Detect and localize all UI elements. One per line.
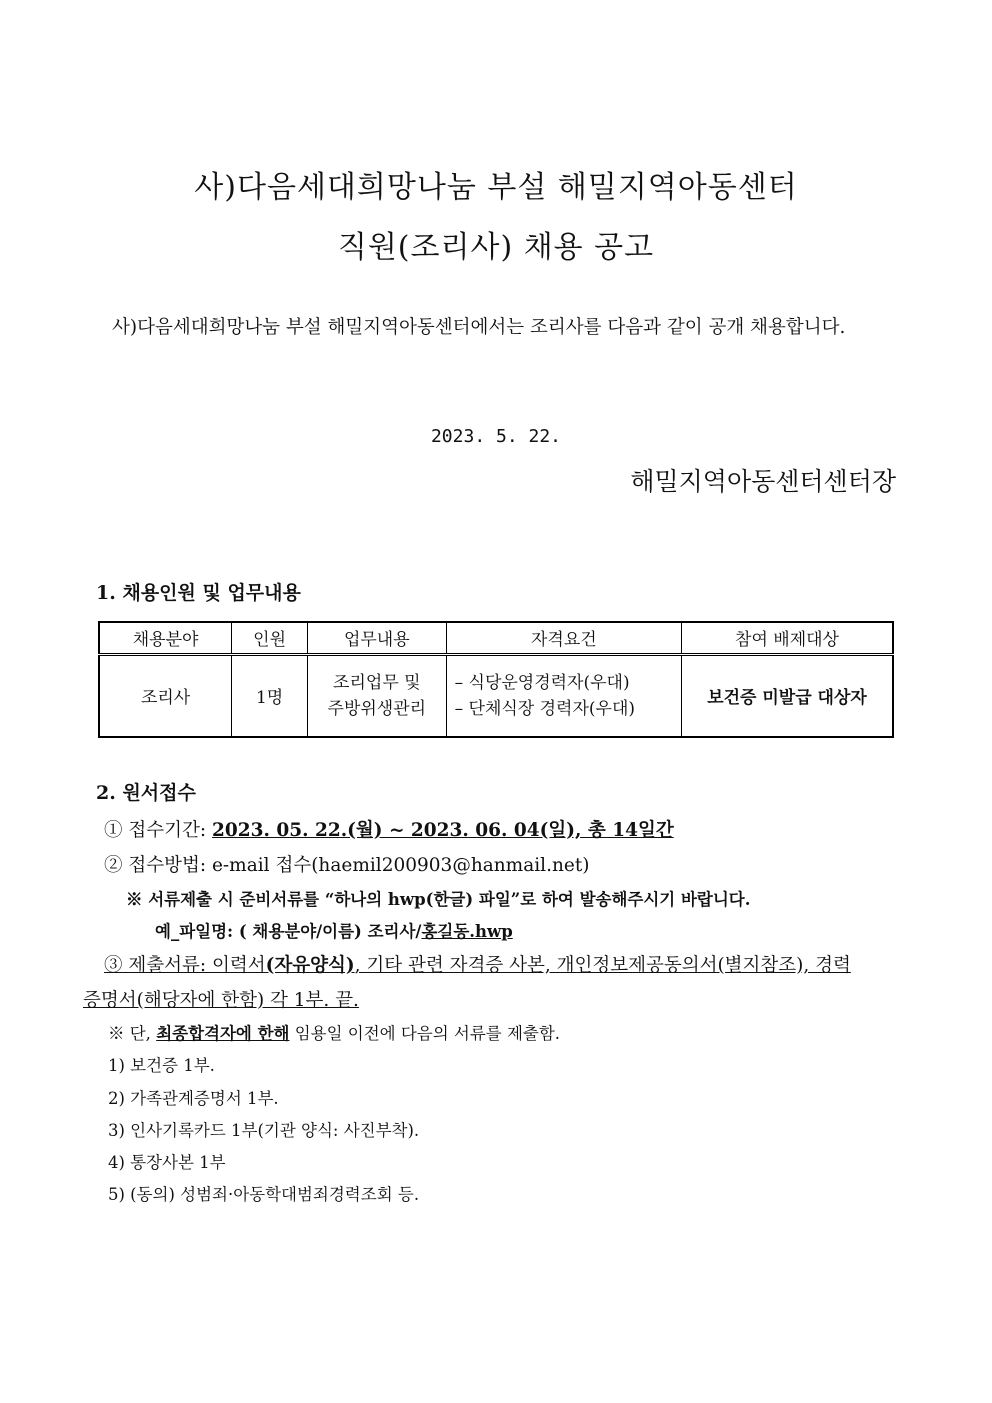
table-row: [99, 654, 893, 737]
recruitment-table: [98, 621, 894, 738]
cell-qualification: [446, 654, 681, 737]
file-example-label: 예_파일명: ( 채용분야/이름) 조리사/: [155, 922, 422, 941]
documents-free-form: (자유양식): [265, 955, 355, 976]
period-label: ① 접수기간:: [104, 820, 212, 841]
duty-line2: 주방위생관리: [327, 698, 427, 719]
cell-duty: [307, 654, 446, 737]
cell-count: 1명: [232, 654, 308, 737]
final-note: [108, 1020, 560, 1044]
list-item: 4) 통장사본 1부: [108, 1153, 226, 1172]
file-example-name: 홍길동.hwp: [421, 922, 513, 941]
notice-date: 2023. 5. 22.: [430, 426, 562, 447]
documents-line2: 증명서(해당자에 한함) 각 1부. 끝.: [83, 990, 359, 1011]
qual-line1: – 식당운영경력자(우대): [454, 672, 630, 693]
header-qualification: 자격요건: [446, 622, 681, 654]
method-line: ② 접수방법: e-mail 접수(haemil200903@hanmail.net): [104, 855, 590, 876]
table-header-row: [99, 622, 893, 654]
period-line: [104, 816, 674, 842]
documents-rest: , 기타 관련 자격증 사본, 개인정보제공동의서(별지참조), 경력: [354, 955, 851, 976]
final-note-pre: ※ 단,: [108, 1024, 157, 1043]
final-note-post: 임용일 이전에 다음의 서류를 제출함.: [289, 1024, 561, 1043]
list-item: 2) 가족관계증명서 1부.: [108, 1089, 279, 1108]
section2-heading: 2. 원서접수: [96, 782, 196, 804]
final-note-bold: 최종합격자에 한해: [156, 1024, 290, 1043]
documents-label: ③ 제출서류: 이력서: [104, 955, 266, 976]
cell-exclusion: 보건증 미발급 대상자: [682, 654, 893, 737]
list-item: 3) 인사기록카드 1부(기관 양식: 사진부착).: [108, 1121, 420, 1140]
notice-title-line2: 직원(조리사) 채용 공고: [337, 230, 655, 265]
signer: 해밀지역아동센터센터장: [630, 467, 896, 496]
file-note: ※ 서류제출 시 준비서류를 “하나의 hwp(한글) 파일”로 하여 발송해주시기 바랍니다.: [126, 890, 751, 909]
file-example: [155, 918, 513, 942]
header-exclusion: 참여 배제대상: [682, 622, 893, 654]
period-value: 2023. 05. 22.(월) ~ 2023. 06. 04(일), 총 14일간: [211, 820, 674, 841]
qual-line2: – 단체식장 경력자(우대): [454, 698, 635, 719]
header-field: 채용분야: [99, 622, 232, 654]
cell-field: 조리사: [99, 654, 232, 737]
list-item: 5) (동의) 성범죄·아동학대범죄경력조회 등.: [108, 1185, 420, 1204]
header-duty: 업무내용: [307, 622, 446, 654]
intro-paragraph: 사)다음세대희망나눔 부설 해밀지역아동센터에서는 조리사를 다음과 같이 공개 채용합니다.: [112, 317, 846, 338]
header-count: 인원: [232, 622, 308, 654]
section1-heading: 1. 채용인원 및 업무내용: [96, 582, 301, 604]
duty-line1: 조리업무 및: [333, 672, 421, 693]
list-item: 1) 보건증 1부.: [108, 1056, 215, 1075]
documents-line1: [104, 951, 851, 977]
notice-title-line1: 사)다음세대희망나눔 부설 해밀지역아동센터: [194, 170, 798, 205]
